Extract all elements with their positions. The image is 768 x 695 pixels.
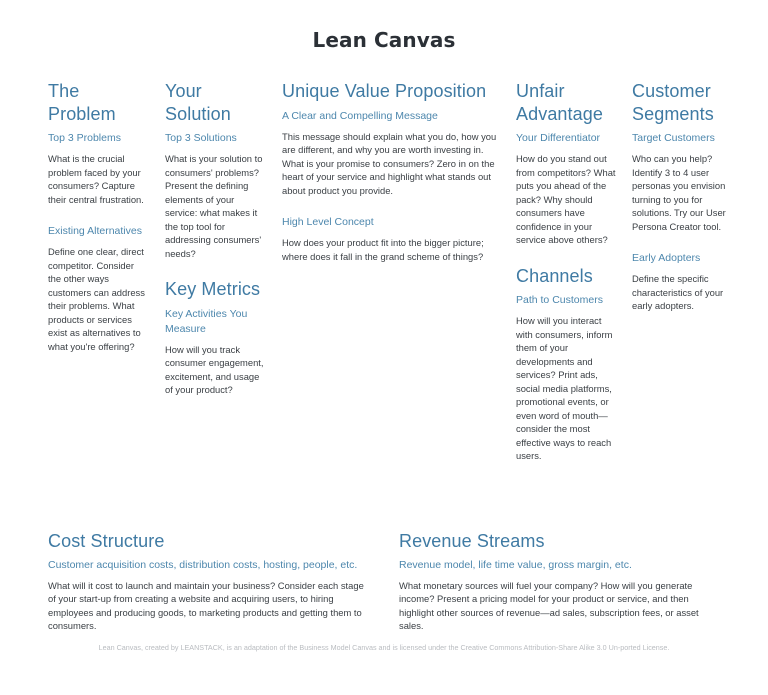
channels-subheading: Path to Customers <box>516 294 603 306</box>
key-metrics-body: How will you track consumer engagement, excitement, and usage of your product? <box>165 343 264 395</box>
problem-subheading: Top 3 Problems <box>48 132 121 144</box>
customer-segments-block <box>632 80 732 331</box>
unfair-advantage-body: How do you stand out from competitors? What puts you ahead of the pack? Why should consumers have confidence in your service above others? <box>516 153 616 245</box>
solution-body: What is your solution to consumers' problems? Present the defining elements of your service: what makes it the top tool for addressing consumers' needs? <box>165 153 263 259</box>
cost-structure-block <box>48 530 368 651</box>
customer-segments-subheading: Target Customers <box>632 132 715 144</box>
key-metrics-subheading: Key Activities You Measure <box>165 307 248 335</box>
solution-block <box>165 80 265 415</box>
solution-heading: Your Solution <box>165 81 231 124</box>
revenue-streams-subheading: Revenue model, life time value, gross margin, etc. <box>399 558 632 571</box>
unfair-advantage-block <box>516 80 616 481</box>
license-footer: Lean Canvas, created by LEANSTACK, is an adaptation of the Business Model Canvas and is licensed under the Creative Commons Attribution-Share Alike 3.0 Un-ported License. <box>98 643 670 652</box>
cost-structure-subheading: Customer acquisition costs, distribution costs, hosting, people, etc. <box>48 558 358 571</box>
problem-block <box>48 80 148 371</box>
problem-heading: The Problem <box>48 81 116 124</box>
key-metrics-heading: Key Metrics <box>165 279 261 299</box>
channels-heading: Channels <box>516 265 593 286</box>
uvp-block <box>282 80 502 281</box>
alternatives-subheading: Existing Alternatives <box>48 225 142 237</box>
alternatives-body: Define one clear, direct competitor. Consider the other ways customers can address their problems. What products or services exist as alternatives to what you're offering? <box>48 246 145 352</box>
early-adopters-body: Define the specific characteristics of your early adopters. <box>632 273 724 311</box>
uvp-body: This message should explain what you do, how you are different, and why you are worth investing in. What is your promise to consumers? Zero in on the heart of your service and highlight what stands out about product you provide. <box>282 130 497 196</box>
revenue-streams-heading: Revenue Streams <box>399 531 545 551</box>
revenue-streams-body: What monetary sources will fuel your company? How will you generate income? Present a pricing model for your product or service, and then highlight other sources of revenue—ad sales, subscription fees, or asset sales. <box>399 579 699 631</box>
high-level-concept-subheading: High Level Concept <box>282 216 374 228</box>
page-title: Lean Canvas <box>312 28 456 52</box>
uvp-subheading: A Clear and Compelling Message <box>282 109 438 122</box>
unfair-advantage-subheading: Your Differentiator <box>516 132 601 144</box>
high-level-concept-body: How does your product fit into the bigger picture; where does it fall in the grand scheme of things? <box>282 237 484 262</box>
cost-structure-body: What will it cost to launch and maintain your business? Consider each stage of your start-up from creating a website and acquiring users, to hiring employees and producing goods, to marketing products and getting them to consumers. <box>48 579 364 631</box>
revenue-streams-block <box>399 530 724 651</box>
early-adopters-subheading: Early Adopters <box>632 252 701 264</box>
customer-segments-heading: Customer Segments <box>632 81 714 124</box>
customer-segments-body: Who can you help? Identify 3 to 4 user personas you envision turning to you for solutions. Try our User Persona Creator tool. <box>632 153 726 232</box>
uvp-heading: Unique Value Proposition <box>282 81 487 101</box>
solution-subheading: Top 3 Solutions <box>165 132 237 144</box>
problem-body: What is the crucial problem faced by your consumers? Capture their central frustration. <box>48 153 144 205</box>
cost-structure-heading: Cost Structure <box>48 531 165 551</box>
unfair-advantage-heading: Unfair Advantage <box>516 81 603 124</box>
channels-body: How will you interact with consumers, inform them of your developments and services? Print ads, social media platforms, promotional events, or even word of mouth—consider the most effective ways to reach users. <box>516 315 613 461</box>
